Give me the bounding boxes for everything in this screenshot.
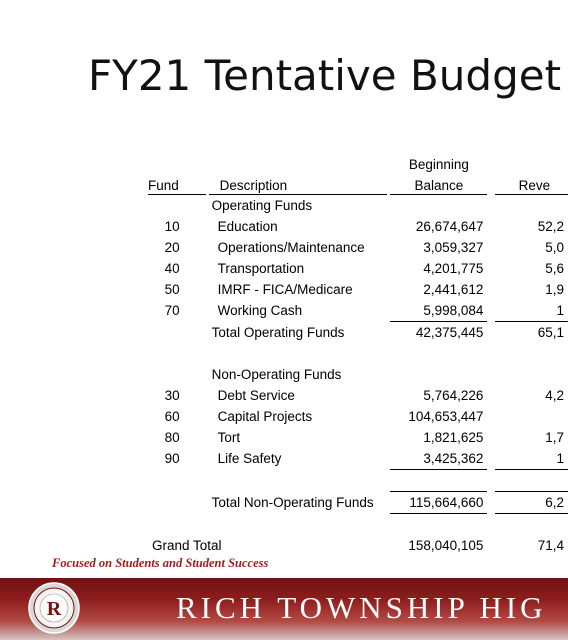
section-label-row [148,364,568,385]
fund-description: Transportation [217,261,305,276]
fund-number: 50 [164,282,180,297]
table-row [148,258,568,279]
table-row [148,237,568,258]
revenue-value [495,406,568,427]
operating-total-revenue: 65,1 [537,325,564,340]
footer-band [0,578,568,640]
table-row [148,427,568,448]
fund-description: IMRF - FICA/Medicare [217,282,353,297]
revenue-value: 1 [495,300,568,322]
fund-number: 20 [164,240,180,255]
operating-total-label: Total Operating Funds [211,324,345,340]
table-row [148,300,568,322]
beginning-balance: 104,653,447 [408,409,484,424]
table-row [148,406,568,427]
operating-funds-label: Operating Funds [211,198,313,213]
fund-number: 40 [164,261,180,276]
beginning-balance: 3,425,362 [390,448,487,470]
balance-header-line2: Balance [390,172,487,195]
tagline: Focused on Students and Student Success [52,556,269,570]
slide-title: FY21 Tentative Budget [88,51,562,100]
beginning-balance: 5,764,226 [423,388,484,403]
table-row [148,448,568,470]
header-row-top [148,150,568,172]
operating-total-balance: 42,375,445 [415,325,484,340]
non-operating-total-label: Total Non-Operating Funds [211,495,374,510]
header-row [148,172,568,195]
non-operating-funds-label: Non-Operating Funds [211,367,342,382]
table-row [148,216,568,237]
school-name: RICH TOWNSHIP HIG [176,590,547,625]
grand-total-balance: 158,040,105 [408,538,484,553]
non-operating-total-balance: 115,664,660 [390,492,487,514]
grand-total-row [148,535,568,556]
fund-number: 70 [164,303,180,319]
fund-number: 80 [164,430,180,445]
fund-number: 90 [164,451,180,467]
grand-total-revenue: 71,4 [537,538,564,553]
beginning-balance: 1,821,625 [423,430,484,445]
fund-description: Life Safety [217,451,282,467]
beginning-balance: 4,201,775 [423,261,484,276]
revenue-value: 5,0 [545,240,564,255]
revenue-value: 5,6 [545,261,564,276]
fund-number: 30 [164,388,180,403]
balance-header-line1: Beginning [408,157,469,172]
revenue-value: 52,2 [537,219,564,234]
budget-table [148,150,568,556]
fund-number: 10 [164,219,180,234]
subtotal-row [148,492,568,514]
table-row [148,385,568,406]
grand-total-label: Grand Total [152,538,222,553]
fund-description: Working Cash [217,303,303,319]
non-operating-total-revenue: 6,2 [495,492,568,514]
fund-description: Tort [217,430,241,445]
beginning-balance: 3,059,327 [423,240,484,255]
revenue-header: Reve [495,172,568,195]
fund-description: Capital Projects [217,409,313,424]
revenue-value: 4,2 [545,388,564,403]
fund-description: Education [217,219,278,234]
subtotal-row [148,322,568,344]
beginning-balance: 2,441,612 [423,282,484,297]
revenue-value: 1,9 [545,282,564,297]
fund-description: Debt Service [217,388,295,403]
school-seal-logo [28,582,80,634]
table-row [148,279,568,300]
description-header: Description [209,172,388,195]
section-label-row [148,195,568,217]
logo-letter: R [46,598,62,620]
fund-number: 60 [164,409,180,424]
fund-header: Fund [148,172,206,195]
revenue-value: 1,7 [545,430,564,445]
beginning-balance: 5,998,084 [390,300,487,322]
beginning-balance: 26,674,647 [415,219,484,234]
fund-description: Operations/Maintenance [217,240,365,255]
revenue-value: 1 [495,448,568,470]
